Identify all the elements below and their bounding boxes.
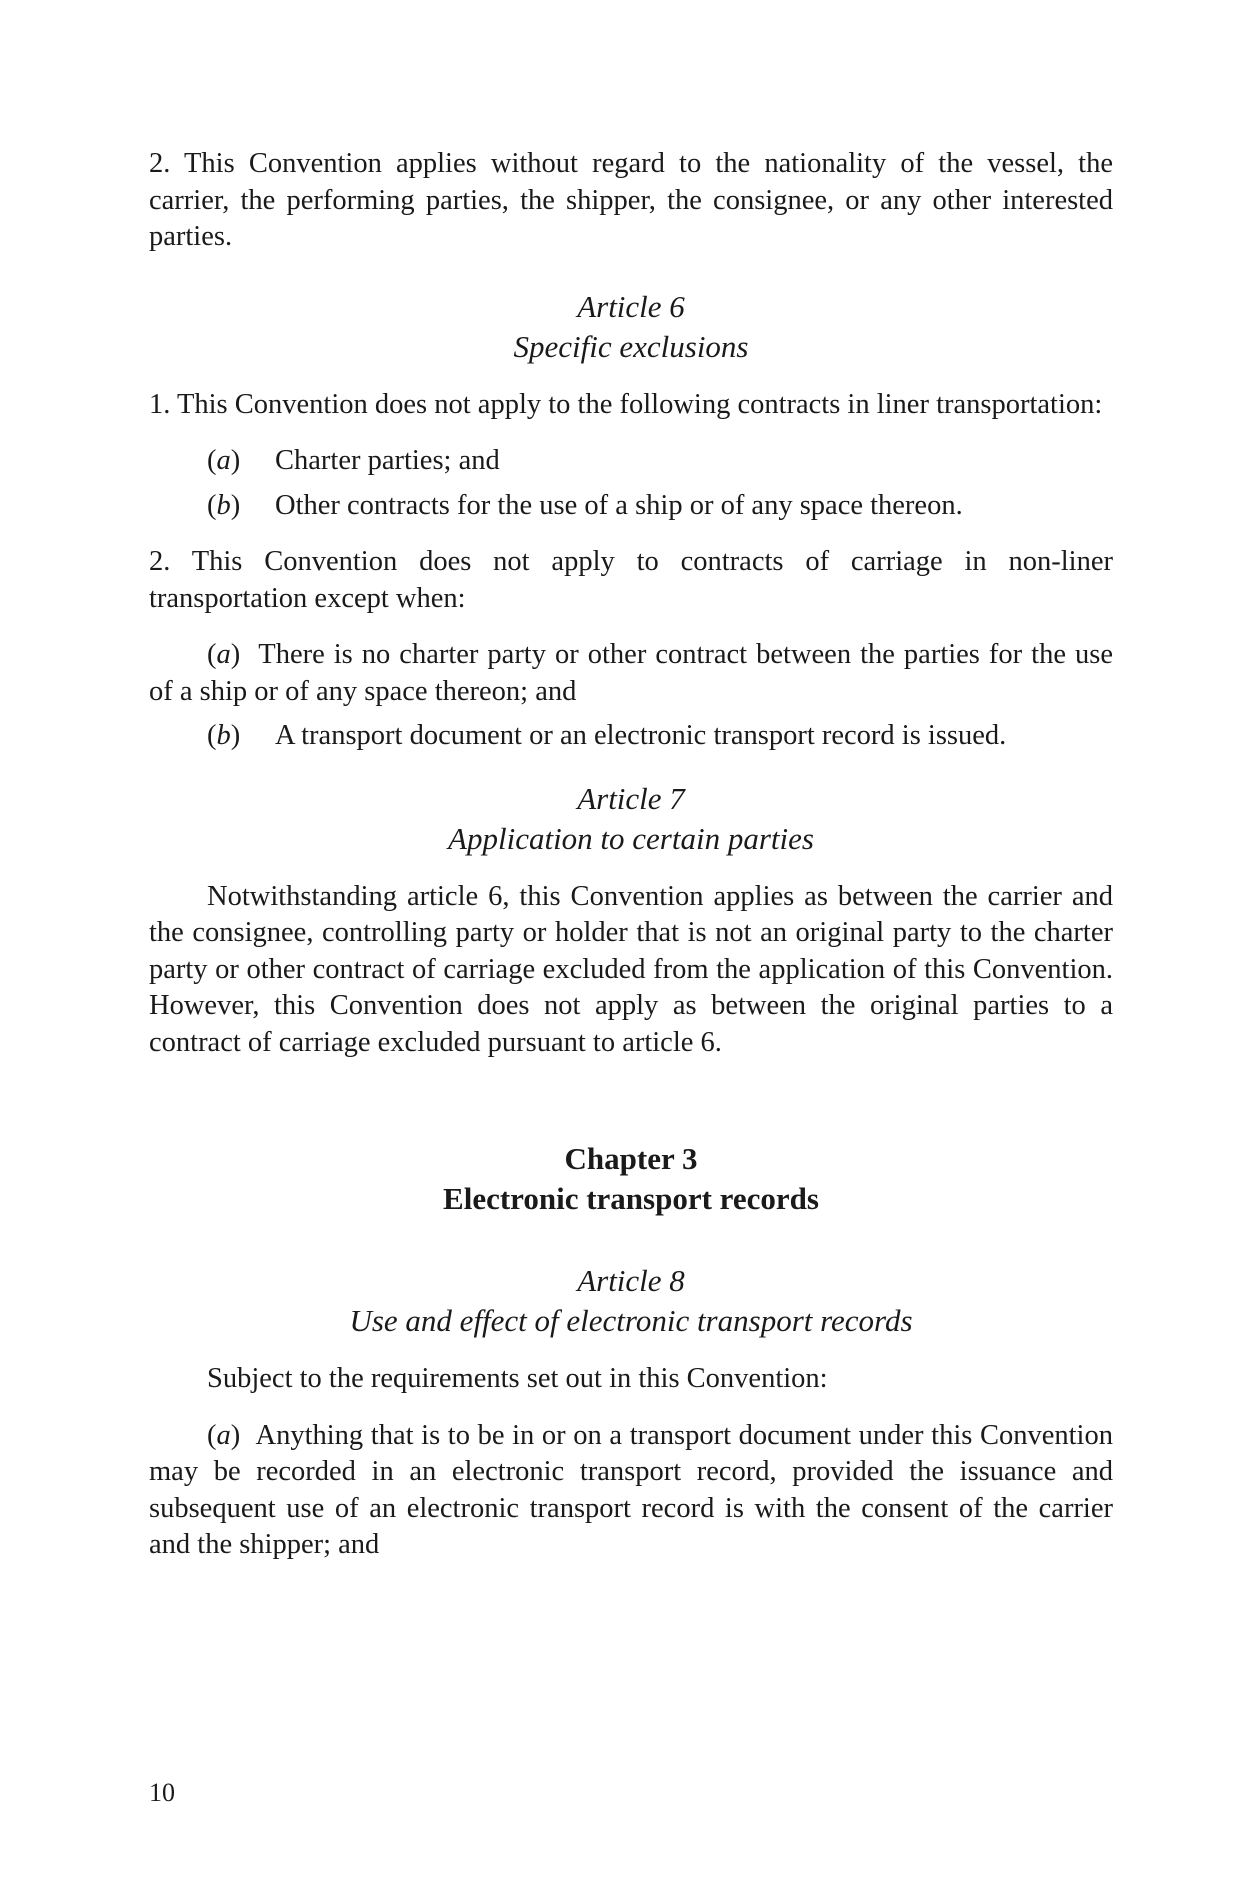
item-text: A transport document or an electronic transport record is issued. [275,720,1007,751]
article-6-paragraph-1: 1. This Convention does not apply to the following contracts in liner transportation: [149,388,1103,420]
page-number: 10 [149,1778,175,1807]
item-label: (a) [207,445,241,476]
article-6-para2-item-b [149,718,1113,755]
article-6-title: Article 6 [577,288,685,324]
item-text: There is no charter party or other contract between the parties for the use of a ship or of any space thereon; and [149,639,1113,707]
item-label: (b) [207,720,241,751]
article-8-title: Article 8 [577,1263,685,1298]
document-page [149,146,1113,1564]
chapter-3-subtitle: Electronic transport records [443,1181,819,1216]
item-label: (b) [207,489,241,521]
article-6-paragraph-2: 2. This Convention does not apply to contracts of carriage in non-liner transportation except when: [149,546,1113,614]
chapter-3-title: Chapter 3 [564,1141,698,1176]
article-8-item-a: (a) Anything that is to be in or on a transport document under this Convention may be recorded in an electronic transport record, provided the issuance and subsequent use of an electronic transport record is with the consent of the carrier and the shipper; and [149,1419,1113,1560]
article-8-intro: Subject to the requirements set out in this Convention: [207,1363,828,1394]
article-7-subtitle: Application to certain parties [448,820,814,856]
article-6-subtitle: Specific exclusions [513,328,749,364]
article-5-paragraph-2: 2. This Convention applies without regard to the nationality of the vessel, the carrier, the performing parties, the shipper, the consignee, or any other interested parties. [149,148,1113,252]
item-text: Other contracts for the use of a ship or of any space thereon. [275,489,963,521]
article-8-subtitle: Use and effect of electronic transport records [349,1303,913,1338]
article-6-para1-item-a [149,443,1113,480]
item-text: Anything that is to be in or on a transport document under this Convention may be recorded in an electronic transport record, provided the issuance and subsequent use of an electronic transport record is with the consent of the carrier and the shipper; and [149,1419,1113,1560]
article-7-text: Notwithstanding article 6, this Convention applies as between the carrier and the consignee, controlling party or holder that is not an original party to the charter party or other contract of carriage excluded from the application of this Convention. However, this Convention does not apply as between the original parties to a contract of carriage excluded pursuant to article 6. [149,880,1113,1058]
article-6-para1-item-b [149,488,1113,525]
item-text: Charter parties; and [275,445,500,476]
article-7-title: Article 7 [577,780,685,816]
article-6-para2-item-a: (a) There is no charter party or other contract between the parties for the use of a ship or of any space thereon; and [149,639,1113,707]
